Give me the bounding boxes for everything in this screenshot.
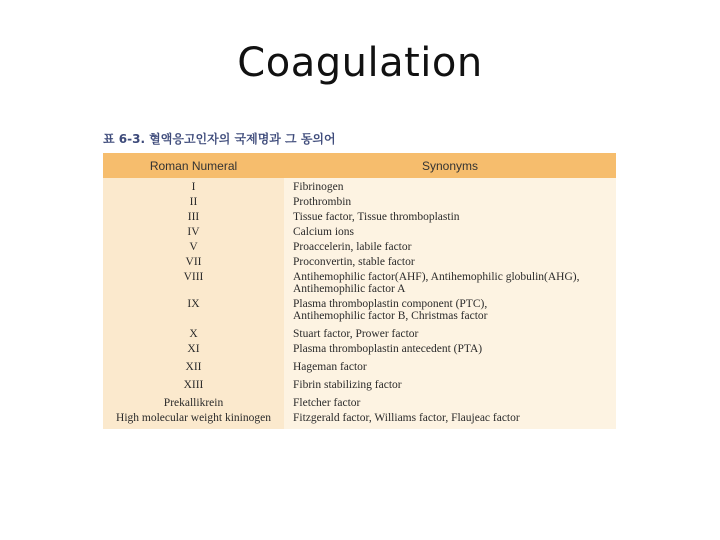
synonym-line: Proaccelerin, labile factor [293,241,412,253]
cell-roman-numeral: Prekallikrein [163,397,224,409]
synonym-line: Tissue factor, Tissue thromboplastin [293,211,460,223]
table-row [103,373,616,391]
synonym-line: Plasma thromboplastin antecedent (PTA) [293,343,483,355]
cell-roman-numeral: IV [187,226,200,238]
table-row [103,193,616,208]
synonym-line: Hageman factor [293,361,367,373]
cell-synonyms [284,409,616,429]
synonym-line: Antihemophilic factor B, Christmas factor [293,310,488,322]
slide-title: Coagulation [237,40,483,86]
cell-synonyms [284,391,616,409]
table-row [103,295,616,322]
synonym-line: Fibrinogen [293,181,344,193]
cell-synonyms [284,340,616,355]
cell-synonyms [284,208,616,223]
table-row [103,355,616,373]
synonym-line: Fitzgerald factor, Williams factor, Flaujeac factor [293,412,520,424]
cell-roman-numeral: I [191,181,196,193]
synonym-line: Plasma thromboplastin component (PTC), [293,298,488,310]
synonym-line: Fibrin stabilizing factor [293,379,402,391]
synonym-line: Fletcher factor [293,397,361,409]
table-row [103,268,616,295]
table-row [103,340,616,355]
cell-roman-numeral: II [189,196,198,208]
table-row [103,409,616,429]
cell-synonyms [284,322,616,340]
cell-synonyms [284,223,616,238]
cell-synonyms [284,253,616,268]
table-row [103,253,616,268]
cell-roman-numeral: IX [187,298,200,310]
table-row [103,223,616,238]
cell-roman-numeral: X [189,328,198,340]
cell-synonyms [284,373,616,391]
synonym-line: Calcium ions [293,226,355,238]
cell-synonyms [284,178,616,193]
cell-synonyms [284,355,616,373]
coagulation-factor-table [103,153,616,429]
table-row [103,208,616,223]
cell-synonyms [284,193,616,208]
cell-synonyms [284,268,616,295]
table-body [103,178,616,429]
cell-roman-numeral: VII [185,256,202,268]
synonym-line: Proconvertin, stable factor [293,256,415,268]
cell-roman-numeral: VIII [183,271,204,283]
table-row [103,322,616,340]
header-synonyms: Synonyms [284,153,616,178]
cell-synonyms [284,295,616,322]
table-row [103,391,616,409]
synonym-line: Antihemophilic factor A [293,283,406,295]
cell-roman-numeral: III [187,211,200,223]
cell-roman-numeral: XII [185,361,202,373]
table-header-row [103,153,616,178]
table-row [103,238,616,253]
cell-roman-numeral: V [189,241,198,253]
synonym-line: Antihemophilic factor(AHF), Antihemophilic globulin(AHG), [293,271,580,283]
synonym-line: Prothrombin [293,196,352,208]
cell-roman-numeral: High molecular weight kininogen [116,412,271,424]
table-row [103,178,616,193]
cell-roman-numeral: XIII [183,379,204,391]
table-caption: 표 6-3. 혈액응고인자의 국제명과 그 동의어 [103,132,336,146]
synonym-line: Stuart factor, Prower factor [293,328,419,340]
cell-roman-numeral: XI [187,343,200,355]
cell-synonyms [284,238,616,253]
header-roman-numeral: Roman Numeral [103,153,284,178]
